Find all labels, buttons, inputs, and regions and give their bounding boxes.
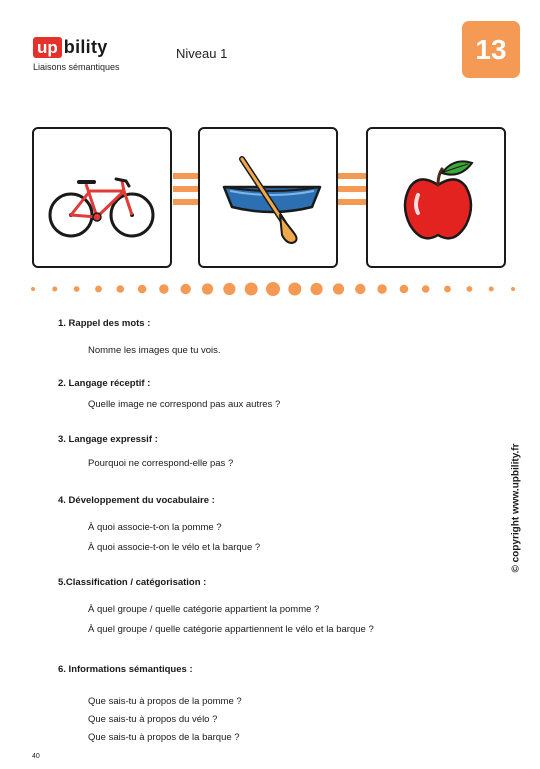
- divider-dot: [31, 287, 35, 291]
- copyright-notice: © copyright www.upbility.fr: [510, 443, 522, 573]
- divider-dot: [266, 282, 280, 296]
- question-line: À quoi associe-t-on le vélo et la barque ?: [88, 542, 261, 553]
- question-title: 5.Classification / catégorisation :: [58, 577, 207, 588]
- question-line: Que sais-tu à propos du vélo ?: [88, 714, 218, 725]
- divider-dot: [138, 285, 147, 294]
- divider-dot: [400, 285, 409, 294]
- dots-divider: [28, 279, 518, 299]
- divider-dot: [159, 284, 168, 293]
- question-line: À quel groupe / quelle catégorie appartient la pomme ?: [88, 604, 320, 615]
- divider-dot: [422, 285, 430, 293]
- divider-dot: [95, 286, 102, 293]
- question-title: 3. Langage expressif :: [58, 434, 158, 445]
- boat-icon: [200, 129, 340, 270]
- level-label: Niveau 1: [176, 46, 228, 61]
- divider-dot: [377, 284, 386, 293]
- question-line: Que sais-tu à propos de la barque ?: [88, 732, 240, 743]
- divider-dot: [355, 284, 365, 294]
- divider-dot: [223, 283, 235, 295]
- question-line: Que sais-tu à propos de la pomme ?: [88, 696, 242, 707]
- divider-dot: [333, 283, 344, 294]
- question-line: Quelle image ne correspond pas aux autres ?: [88, 399, 281, 410]
- page-number: 40: [32, 753, 40, 760]
- question-title: 6. Informations sémantiques :: [58, 664, 193, 675]
- question-line: Nomme les images que tu vois.: [88, 345, 221, 356]
- connector-bar: [338, 186, 368, 192]
- question-title: 2. Langage réceptif :: [58, 378, 151, 389]
- worksheet-number-badge: 13: [462, 21, 520, 78]
- divider-dot: [288, 283, 301, 296]
- picture-card-boat: [198, 127, 338, 268]
- question-line: À quoi associe-t-on la pomme ?: [88, 522, 222, 533]
- logo-up-badge: up: [33, 37, 62, 58]
- divider-dot: [74, 286, 80, 292]
- divider-dot: [181, 284, 191, 294]
- picture-card-bicycle: [32, 127, 172, 268]
- divider-dot: [245, 283, 258, 296]
- bicycle-icon: [34, 129, 174, 270]
- divider-dot: [511, 287, 515, 291]
- question-line: Pourquoi ne correspond-elle pas ?: [88, 458, 234, 469]
- divider-dot: [311, 283, 323, 295]
- picture-card-apple: [366, 127, 506, 268]
- logo-wordmark: bility: [63, 36, 108, 57]
- divider-dot: [467, 286, 473, 292]
- divider-dot: [444, 286, 451, 293]
- worksheet-subtitle: Liaisons sémantiques: [33, 62, 120, 72]
- apple-icon: [368, 129, 508, 270]
- connector-bar: [338, 173, 368, 179]
- upbility-logo: [33, 36, 108, 58]
- question-line: À quel groupe / quelle catégorie appartiennent le vélo et la barque ?: [88, 624, 374, 635]
- divider-dot: [202, 283, 213, 294]
- connector-bar: [338, 199, 368, 205]
- divider-dot: [52, 287, 57, 292]
- divider-dot: [489, 287, 494, 292]
- divider-dot: [117, 285, 125, 293]
- question-title: 1. Rappel des mots :: [58, 318, 151, 329]
- question-title: 4. Développement du vocabulaire :: [58, 495, 215, 506]
